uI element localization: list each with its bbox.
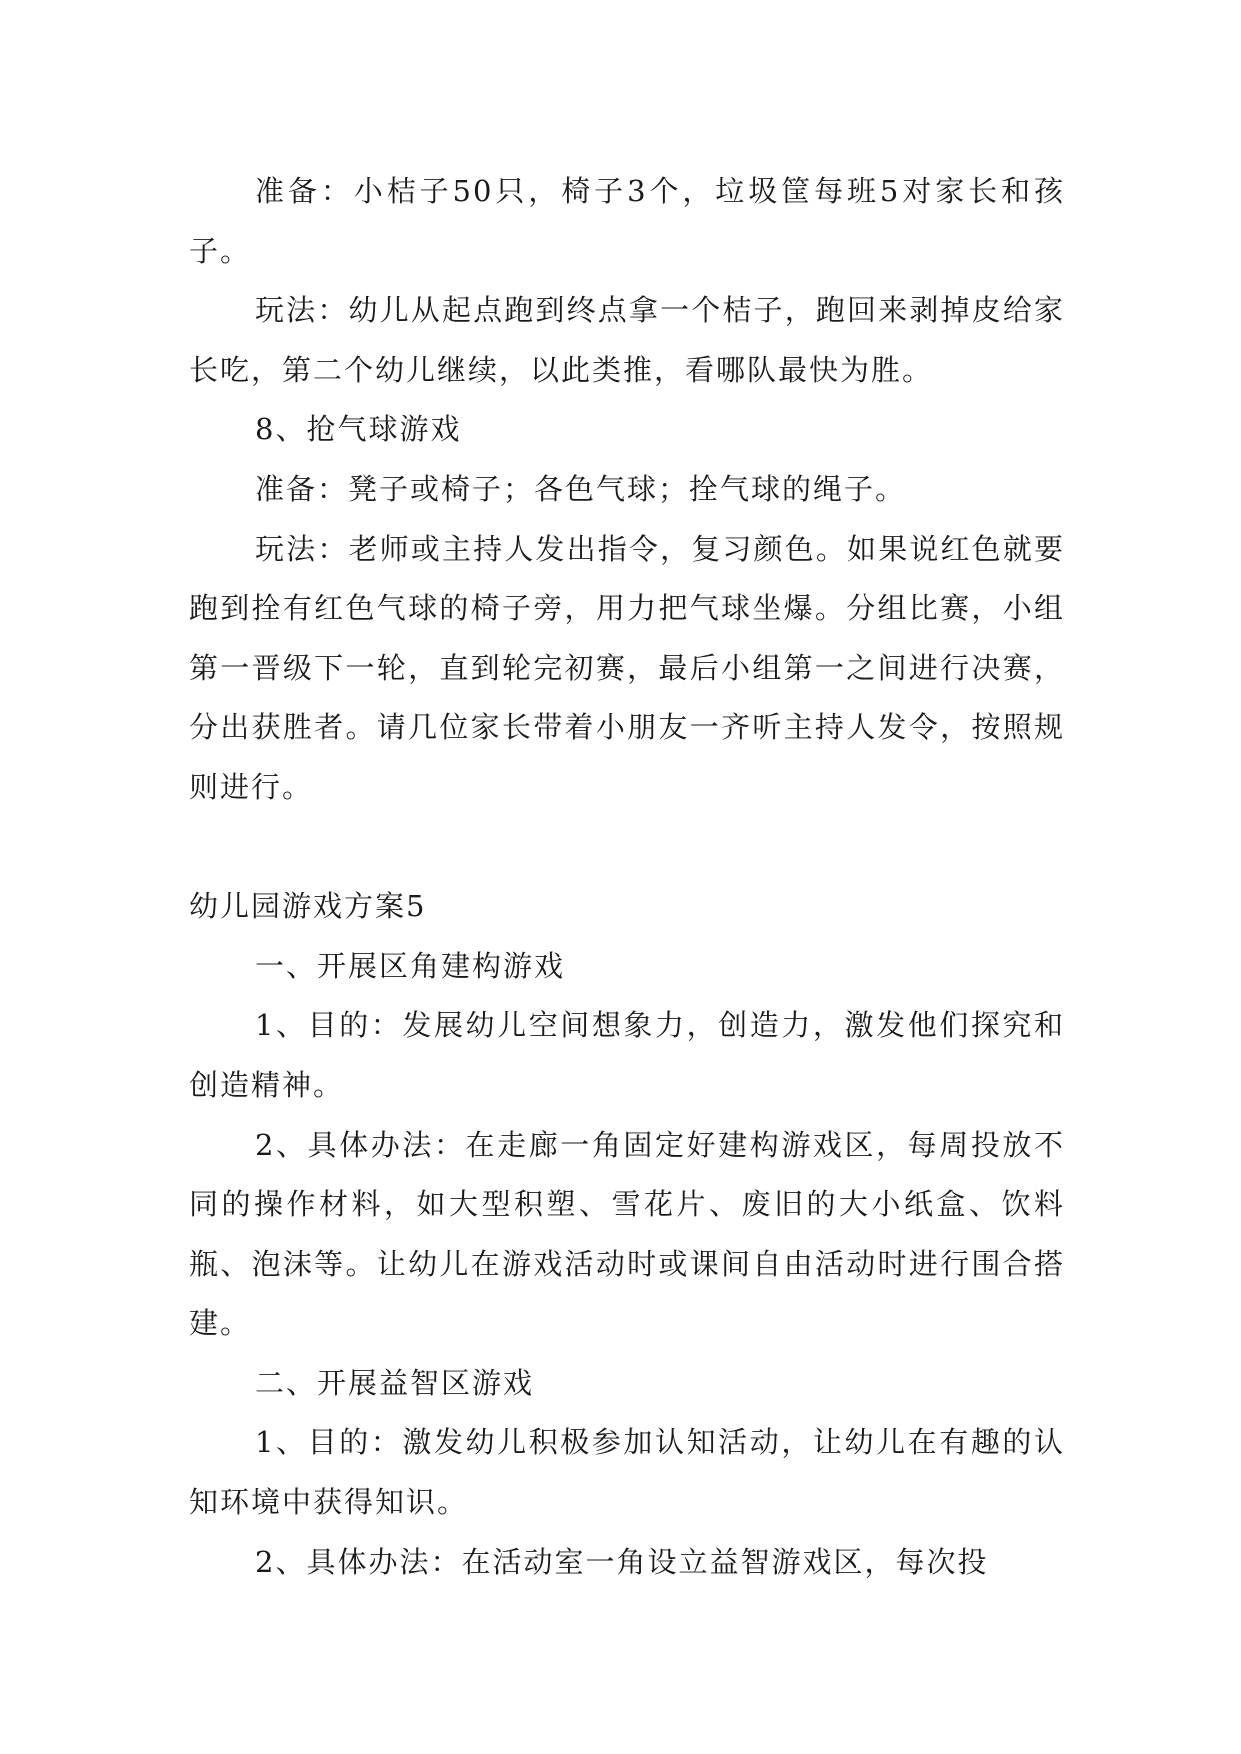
paragraph-preparation-1: 准备：小桔子50只，椅子3个，垃圾筐每班5对家长和孩子。	[189, 174, 1065, 268]
paragraph-preparation-2: 准备：凳子或椅子；各色气球；拴气球的绳子。	[255, 471, 907, 506]
paragraph-method-1: 2、具体办法：在走廊一角固定好建构游戏区，每周投放不同的操作材料，如大型积塑、雪花片、废旧的大小纸盒、饮料瓶、泡沫等。让幼儿在游戏活动时或课间自由活动时进行围合搭建。	[189, 1127, 1065, 1341]
paragraph-rules-2: 玩法：老师或主持人发出指令，复习颜色。如果说红色就要跑到拴有红色气球的椅子旁，用力把气球坐爆。分组比赛，小组第一晋级下一轮，直到轮完初赛，最后小组第一之间进行决赛，分出获胜者。请几位家长带着小朋友一齐听主持人发令，按照规则进行。	[189, 531, 1065, 804]
paragraph-rules-1: 玩法：幼儿从起点跑到终点拿一个桔子，跑回来剥掉皮给家长吃，第二个幼儿继续，以此类推，看哪队最快为胜。	[189, 293, 1065, 387]
section-title-plan-5: 幼儿园游戏方案5	[189, 889, 427, 924]
item-heading-balloon-game: 8、抢气球游戏	[255, 412, 462, 447]
paragraph-purpose-1: 1、目的：发展幼儿空间想象力，创造力，激发他们探究和创造精神。	[189, 1008, 1065, 1102]
document-body	[189, 162, 1065, 1592]
subheading-puzzle-game: 二、开展益智区游戏	[255, 1365, 535, 1400]
paragraph-method-2: 2、具体办法：在活动室一角设立益智游戏区，每次投	[255, 1544, 989, 1579]
subheading-construction-game: 一、开展区角建构游戏	[255, 948, 566, 983]
paragraph-purpose-2: 1、目的：激发幼儿积极参加认知活动，让幼儿在有趣的认知环境中获得知识。	[189, 1425, 1065, 1520]
